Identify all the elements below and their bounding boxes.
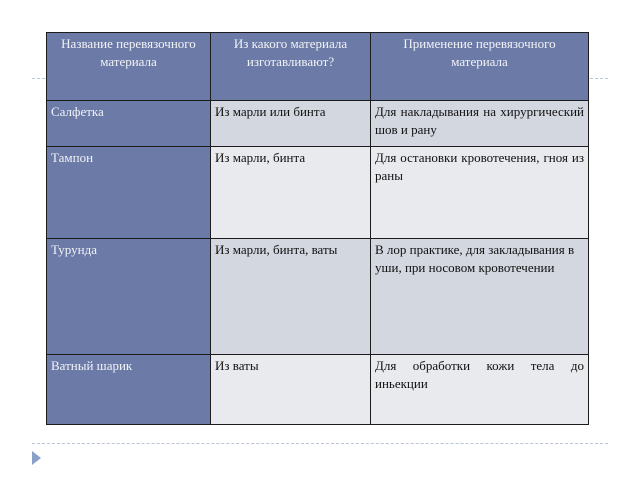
cell-usage: Для обработки кожи тела до иньекции — [371, 355, 589, 425]
header-material-name: Название перевязочного материала — [47, 33, 211, 101]
cell-material: Из марли, бинта, ваты — [211, 239, 371, 355]
table-row — [47, 101, 589, 147]
slide-play-marker-icon — [32, 451, 41, 465]
table-row — [47, 239, 589, 355]
slide-guide-line-bottom — [32, 443, 608, 444]
dressing-materials-table — [46, 32, 589, 425]
cell-usage: Для накладывания на хирургический шов и рану — [371, 101, 589, 147]
cell-usage: Для остановки кровотечения, гноя из раны — [371, 147, 589, 239]
cell-name: Турунда — [47, 239, 211, 355]
table-row — [47, 147, 589, 239]
header-usage: Применение перевязочного материала — [371, 33, 589, 101]
cell-name: Салфетка — [47, 101, 211, 147]
table-row — [47, 355, 589, 425]
header-made-from: Из какого материала изготавливают? — [211, 33, 371, 101]
cell-material: Из ваты — [211, 355, 371, 425]
cell-material: Из марли, бинта — [211, 147, 371, 239]
cell-name: Тампон — [47, 147, 211, 239]
cell-material: Из марли или бинта — [211, 101, 371, 147]
cell-name: Ватный шарик — [47, 355, 211, 425]
cell-usage: В лор практике, для закладывания в уши, при носовом кровотечении — [371, 239, 589, 355]
table-header-row — [47, 33, 589, 101]
